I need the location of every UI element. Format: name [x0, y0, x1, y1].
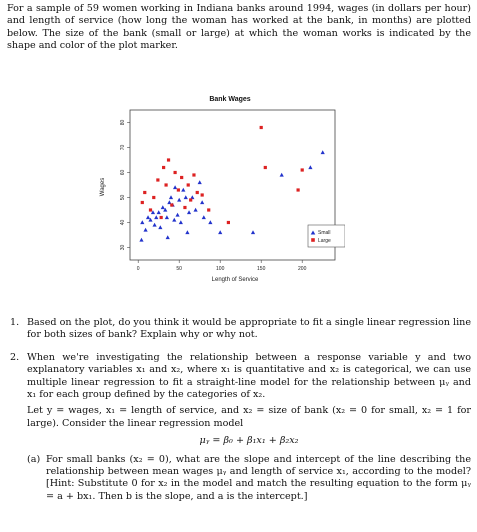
large-bank-point — [149, 208, 152, 211]
x-tick-label: 100 — [216, 266, 225, 272]
small-bank-point — [161, 205, 165, 209]
large-bank-point — [183, 206, 186, 209]
small-bank-point — [158, 225, 162, 229]
large-bank-point — [174, 171, 177, 174]
small-bank-point — [218, 230, 222, 234]
question-2a-label: (a) — [27, 453, 41, 465]
x-axis-label: Length of Service — [211, 277, 259, 283]
large-bank-point — [143, 191, 146, 194]
question-2a — [27, 454, 471, 504]
large-bank-point — [260, 126, 263, 129]
large-bank-point — [177, 188, 180, 191]
plot-title: Bank Wages — [209, 96, 251, 103]
small-bank-point — [169, 195, 173, 199]
small-bank-point — [173, 185, 177, 189]
plot-svg — [95, 85, 345, 285]
small-bank-point — [140, 220, 144, 224]
y-tick-label: 50 — [120, 194, 126, 201]
large-bank-point — [301, 168, 304, 171]
large-bank-point — [264, 166, 267, 169]
x-axis — [137, 260, 307, 272]
large-bank-point — [227, 221, 230, 224]
large-bank-point — [201, 193, 204, 196]
small-bank-point — [146, 215, 150, 219]
small-bank-point — [280, 173, 284, 177]
large-bank-point — [192, 173, 195, 176]
small-bank-point — [153, 223, 157, 227]
question-2-number: 2. — [10, 351, 20, 363]
legend-large-label: Large — [318, 238, 331, 244]
small-bank-point — [308, 165, 312, 169]
small-bank-point — [208, 220, 212, 224]
large-bank-point — [141, 201, 144, 204]
small-bank-point — [184, 195, 188, 199]
x-tick-label: 200 — [298, 266, 307, 272]
y-axis — [120, 120, 130, 251]
y-tick-label: 40 — [120, 219, 126, 226]
y-tick-label: 80 — [120, 119, 126, 126]
question-1 — [5, 317, 471, 342]
question-2-intro: When we're investigating the relationship between a response variable y and two explanatory variables x₁ and x₂, where x₁ is quantitative and x₂ is categorical, we can use multiple linear regression to fit a straight-line model for the relationship between μᵧ and x₁ for each group defined by the categories of x₂. — [27, 351, 471, 401]
small-bank-point — [251, 230, 255, 234]
small-bank-point — [179, 220, 183, 224]
legend-small-label: Small — [318, 230, 331, 236]
small-bank-point — [157, 210, 161, 214]
y-axis-label: Wages — [100, 177, 106, 197]
question-1-text: Based on the plot, do you think it would be appropriate to fit a single linear regression line for both sizes of bank? Explain why or why not. — [27, 317, 471, 341]
large-bank-point — [152, 196, 155, 199]
intro-paragraph: For a sample of 59 women working in Indiana banks around 1994, wages (in dollars per hour) and length of service (how long the woman has worked at the bank, in months) are plotted below. The size of the bank (small or large) at which the woman works is indicated by the shape and color of the plot marker. — [7, 3, 471, 52]
large-bank-point — [164, 183, 167, 186]
large-bank-point — [170, 203, 173, 206]
small-bank-point — [175, 213, 179, 217]
large-bank-point — [180, 176, 183, 179]
y-tick-label: 60 — [120, 169, 126, 176]
large-bank-point — [189, 198, 192, 201]
large-bank-point — [187, 183, 190, 186]
small-bank-point — [194, 208, 198, 212]
small-bank-point — [321, 150, 325, 154]
data-points — [139, 126, 324, 244]
small-bank-point — [202, 215, 206, 219]
small-bank-point — [185, 230, 189, 234]
x-tick-label: 0 — [136, 266, 140, 272]
question-1-number: 1. — [10, 317, 20, 328]
question-2a-text: For small banks (x₂ = 0), what are the slope and intercept of the line describing the relationship between mean wages μᵧ and length of service x₁, according to the model? [Hint: Substitute 0 for x₂ in the model and match the resulting equation to the form μᵧ = a + bx₁. Then b is the slope, and a is the intercept.] — [46, 453, 471, 502]
y-tick-label: 70 — [120, 144, 126, 151]
small-bank-point — [143, 228, 147, 232]
y-tick-label: 30 — [120, 244, 126, 251]
x-tick-label: 150 — [257, 266, 266, 272]
large-bank-point — [297, 188, 300, 191]
question-2 — [5, 352, 471, 503]
small-bank-point — [200, 200, 204, 204]
question-2-definitions: Let y = wages, x₁ = length of service, and x₂ = size of bank (x₂ = 0 for small, x₂ = 1 for large). Consider the linear regression model — [27, 405, 471, 429]
scatter-plot — [95, 85, 345, 285]
small-bank-point — [166, 235, 170, 239]
large-bank-point — [207, 208, 210, 211]
regression-model-equation: μᵧ = β₀ + β₁x₁ + β₂x₂ — [199, 435, 299, 447]
small-bank-point — [139, 238, 143, 242]
large-bank-point — [167, 158, 170, 161]
question-list — [5, 317, 471, 513]
x-tick-label: 50 — [176, 266, 182, 272]
large-bank-point — [196, 191, 199, 194]
small-bank-point — [187, 210, 191, 214]
small-bank-point — [172, 218, 176, 222]
large-bank-point — [162, 166, 165, 169]
small-bank-point — [165, 215, 169, 219]
small-bank-point — [154, 215, 158, 219]
small-bank-point — [198, 180, 202, 184]
large-bank-point — [156, 178, 159, 181]
small-bank-point — [181, 188, 185, 192]
plot-frame — [130, 110, 335, 260]
legend — [308, 225, 345, 247]
small-bank-point — [177, 198, 181, 202]
legend-large-icon — [311, 238, 315, 242]
large-bank-point — [160, 216, 163, 219]
